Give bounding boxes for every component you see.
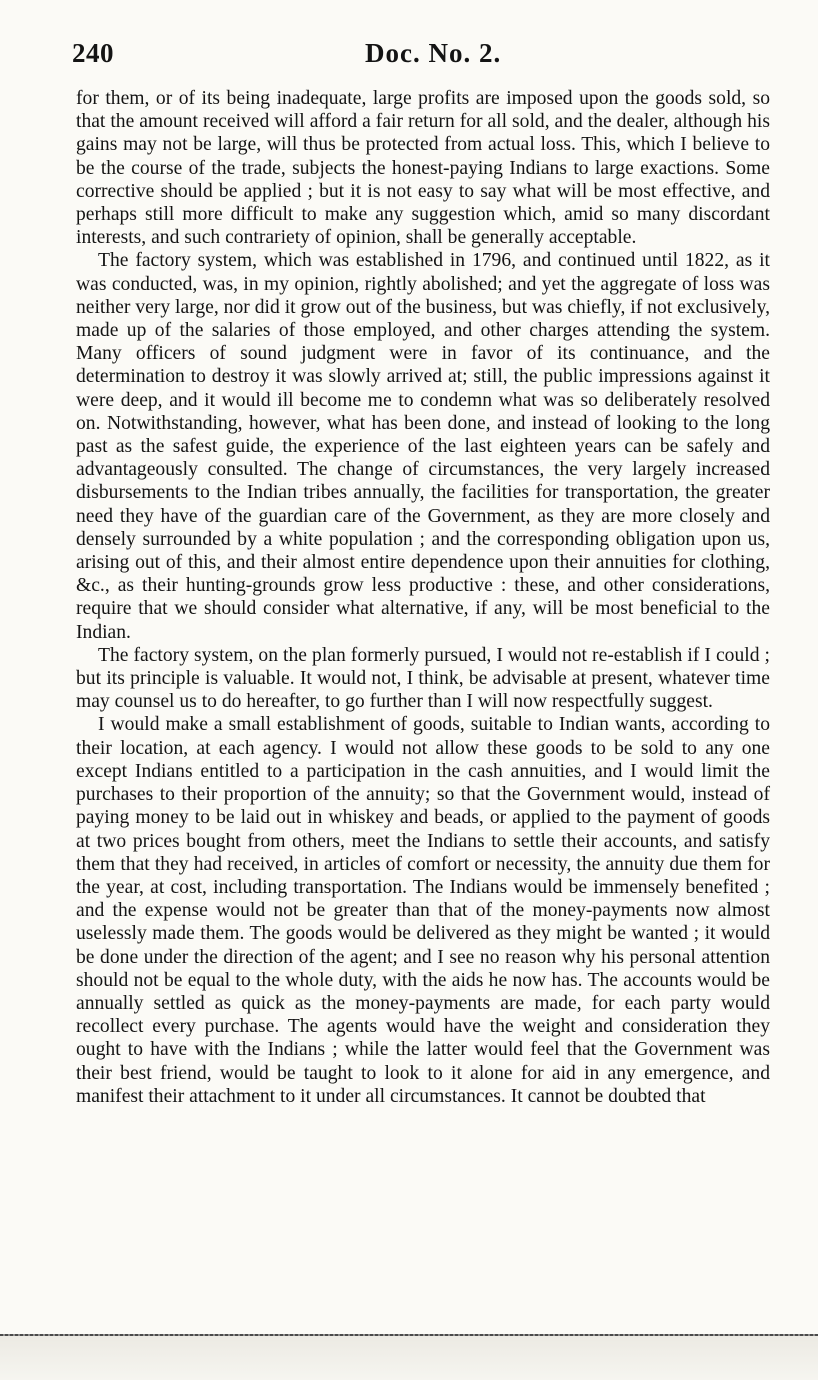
page-header — [72, 38, 778, 78]
page-edge-rule — [0, 1334, 818, 1336]
paragraph: I would make a small establishment of goods, suitable to Indian wants, according to their location, at each agency. I would not allow these goods to be sold to any one except Indians entitled to a participation in the cash annuities, and I would limit the purchases to their proportion of the annuity; so that the Government would, instead of paying money to be laid out in whiskey and beads, or applied to the payment of goods at two prices bought from others, meet the Indians to settle their accounts, and satisfy them that they had received, in articles of comfort or necessity, the annuity due them for the year, at cost, including transportation. The Indians would be immensely benefited ; and the expense would not be greater than that of the money-payments now almost uselessly made them. The goods would be delivered as they might be wanted ; it would be done under the direction of the agent; and I see no reason why his personal attention should not be equal to the whole duty, with the aids he now has. The accounts would be annually settled as quick as the money-payments are made, for each party would recollect every purchase. The agents would have the weight and consideration they ought to have with the Indians ; while the latter would feel that the Government was their best friend, would be taught to look to it alone for aid in any emergence, and manifest their attachment to it under all circumstances. It cannot be doubted that — [76, 714, 770, 1107]
body-text — [76, 87, 770, 1108]
paragraph: The factory system, on the plan formerly pursued, I would not re-establish if I could ; but its principle is valuable. It would not, I think, be advisable at present, whatever time may counsel us to do hereafter, to go further than I will now respectfully suggest. — [76, 644, 770, 713]
page-number: 240 — [72, 38, 114, 68]
page-bottom-margin — [0, 1336, 818, 1380]
paragraph: The factory system, which was established in 1796, and continued until 1822, as it was conducted, was, in my opinion, rightly abolished; and yet the aggregate of loss was neither very large, nor did it grow out of the business, but was chiefly, if not exclusively, made up of the salaries of those employed, and other charges attending the system. Many officers of sound judgment were in favor of its continuance, and the determination to destroy it was slowly arrived at; still, the public impressions against it were deep, and it would ill become me to condemn what was so deliberately resolved on. Notwithstanding, however, what has been done, and instead of looking to the long past as the safest guide, the experience of the last eighteen years can be safely and advantageously consulted. The change of circumstances, the very largely increased disbursements to the Indian tribes annually, the facilities for transportation, the greater need they have of the guardian care of the Government, as they are more closely and densely surrounded by a white population ; and the corresponding obligation upon us, arising out of this, and their almost entire dependence upon their annuities for clothing, &c., as their hunting-grounds grow less productive : these, and other considerations, require that we should consider what alternative, if any, will be most beneficial to the Indian. — [76, 250, 770, 643]
running-title: Doc. No. 2. — [365, 38, 502, 68]
paragraph: for them, or of its being inadequate, large profits are imposed upon the goods sold, so that the amount received will afford a fair return for all sold, and the dealer, although his gains may not be large, will thus be protected from actual loss. This, which I believe to be the course of the trade, subjects the honest-paying Indians to large exactions. Some corrective should be applied ; but it is not easy to say what will be most effective, and perhaps still more difficult to make any suggestion which, amid so many discordant interests, and such contrariety of opinion, shall be generally acceptable. — [76, 88, 770, 249]
